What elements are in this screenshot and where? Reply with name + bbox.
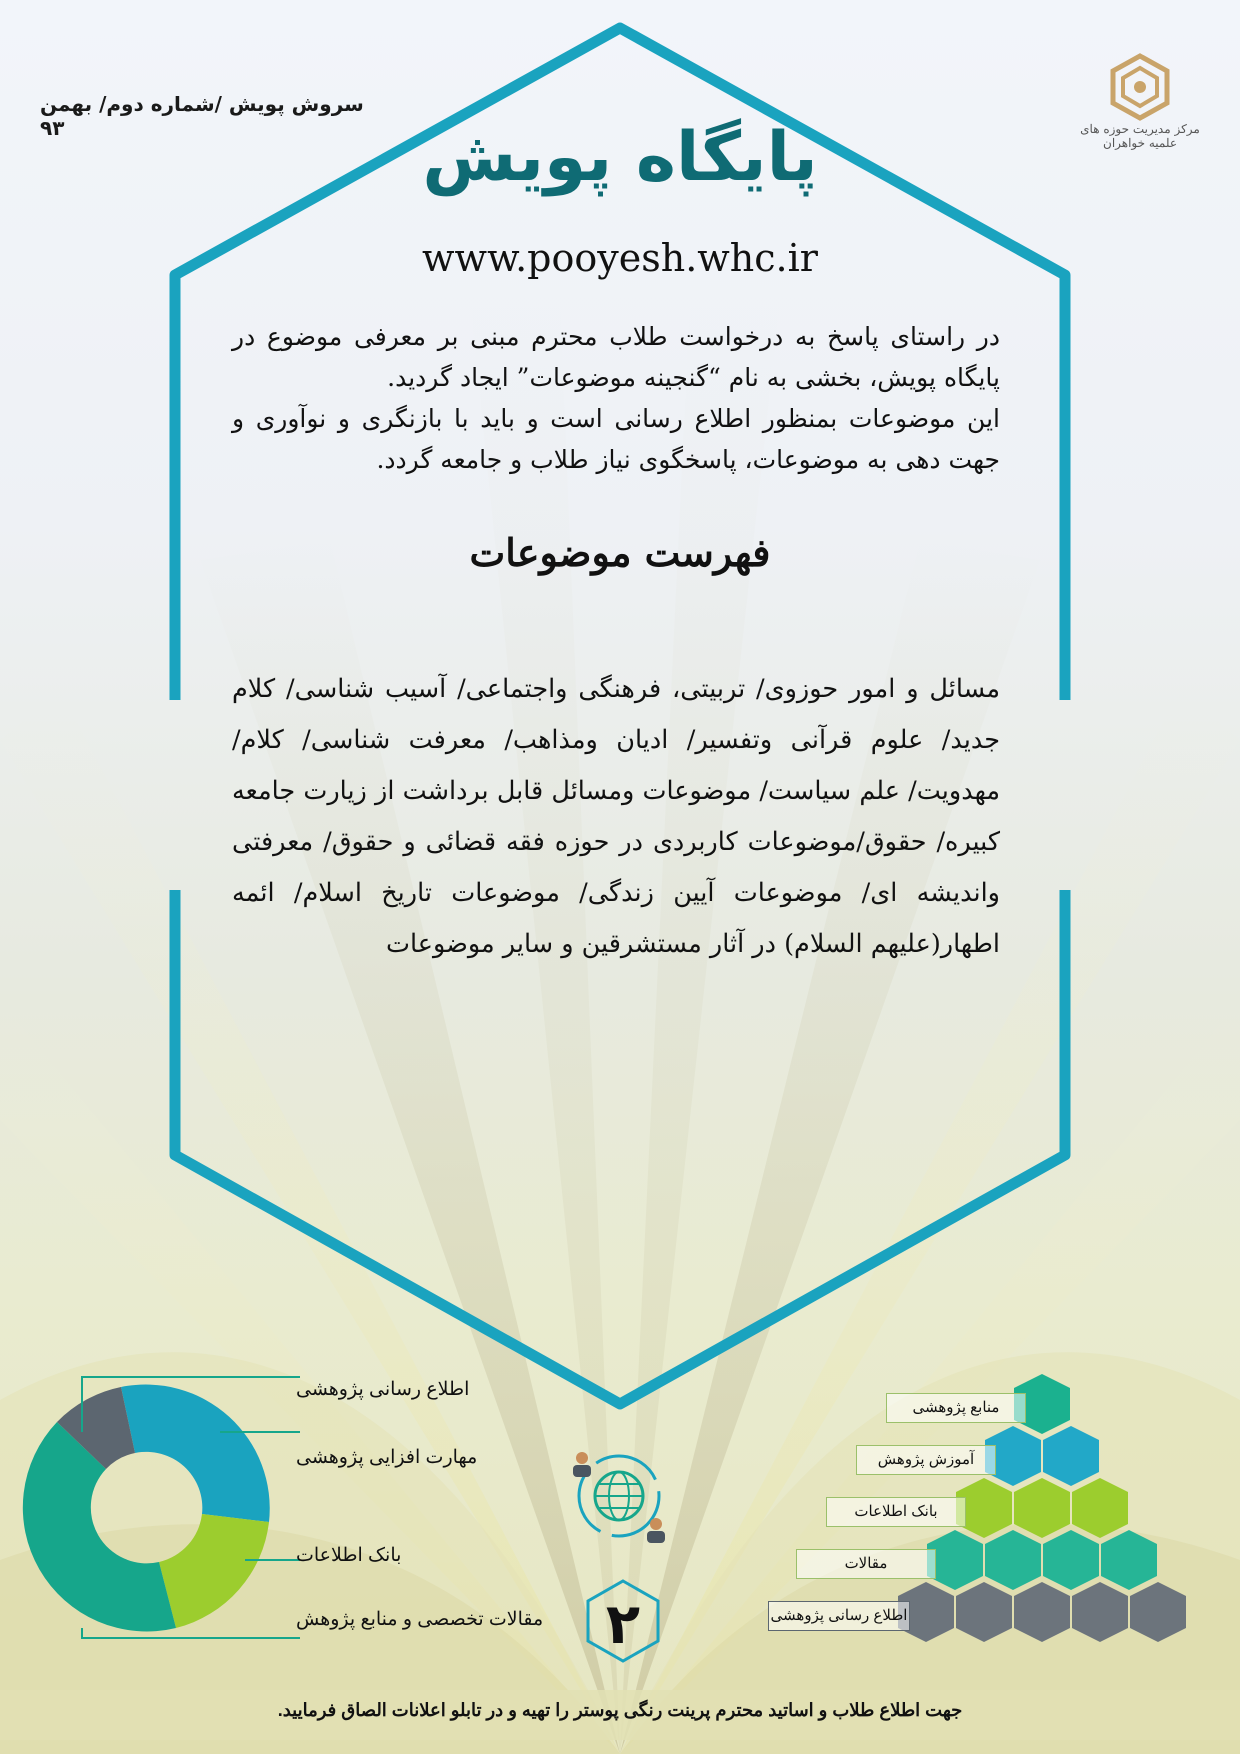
pyramid-row-5 [898, 1582, 1186, 1642]
logo-caption: مرکز مدیریت حوزه های علمیه خواهران [1080, 122, 1200, 150]
pyramid-row-2 [985, 1426, 1099, 1486]
page-number: ۲ [605, 1592, 641, 1657]
topics-list: مسائل و امور حوزوی/ تربیتی، فرهنگی واجتماعی/ آسیب شناسی/ کلام جدید/ علوم قرآنی وتفسیر/ ادیان ومذاهب/ معرفت شناسی/ کلام/ مهدویت/ علم سیاست/ موضوعات ومسائل قابل برداشت از زیارت جامعه کبیره/ حقوق/موضوعات کاربردی در حوزه فقه قضائی و حقوق/ معرفتی واندیشه ای/ موضوعات آیین زندگی/ موضوعات تاریخ اسلام/ ائمه اطهار(علیهم السلام) در آثار مستشرقین و سایر موضوعات [232, 674, 1000, 959]
pyramid-label-1: منابع پژوهشی [886, 1393, 1026, 1423]
topics-heading: فهرست موضوعات [469, 530, 771, 575]
pyramid-label-2: آموزش پژوهش [856, 1445, 996, 1475]
footer-note: جهت اطلاع طلاب و اساتید محترم پرینت رنگی پوستر را تهیه و در تابلو اعلانات الصاق فرمایید. [277, 1700, 963, 1720]
intro-paragraph-2: این موضوعات بمنظور اطلاع رسانی است و باید با بازنگری و نوآوری و جهت دهی به موضوعات، پاسخگوی نیاز طلاب و جامعه گردد. [232, 404, 1000, 474]
intro-text [232, 316, 1000, 480]
donut-segment-lime [159, 1514, 269, 1628]
pyramid-row-4 [927, 1530, 1157, 1590]
pyramid-row-3 [956, 1478, 1128, 1538]
donut-segment-teal [121, 1385, 270, 1522]
page-title: پایگاه پویش [422, 118, 818, 197]
donut-legend-4: مقالات تخصصی و منابع پژوهش [296, 1609, 544, 1630]
donut-graphic [20, 1370, 320, 1650]
donut-legend-2: مهارت افزایی پژوهشی [296, 1447, 478, 1468]
website-url[interactable]: www.pooyesh.whc.ir [422, 236, 818, 280]
pyramid-label-4: مقالات [796, 1549, 936, 1579]
logo-icon [1105, 52, 1175, 122]
pyramid-label-3: بانک اطلاعات [826, 1497, 966, 1527]
donut-legend-3: بانک اطلاعات [296, 1545, 402, 1566]
globe-network-icon [564, 1446, 674, 1546]
issue-label: سروش پویش /شماره دوم/ بهمن ۹۳ [40, 92, 364, 140]
donut-legend-1: اطلاع رسانی پژوهشی [296, 1379, 470, 1400]
pyramid-label-5: اطلاع رسانی پژوهشی [768, 1601, 910, 1631]
intro-paragraph-1: در راستای پاسخ به درخواست طلاب محترم مبنی بر معرفی موضوع در پایگاه پویش، بخشی به نام “گنجینه موضوعات” ایجاد گردید. [232, 322, 1000, 392]
